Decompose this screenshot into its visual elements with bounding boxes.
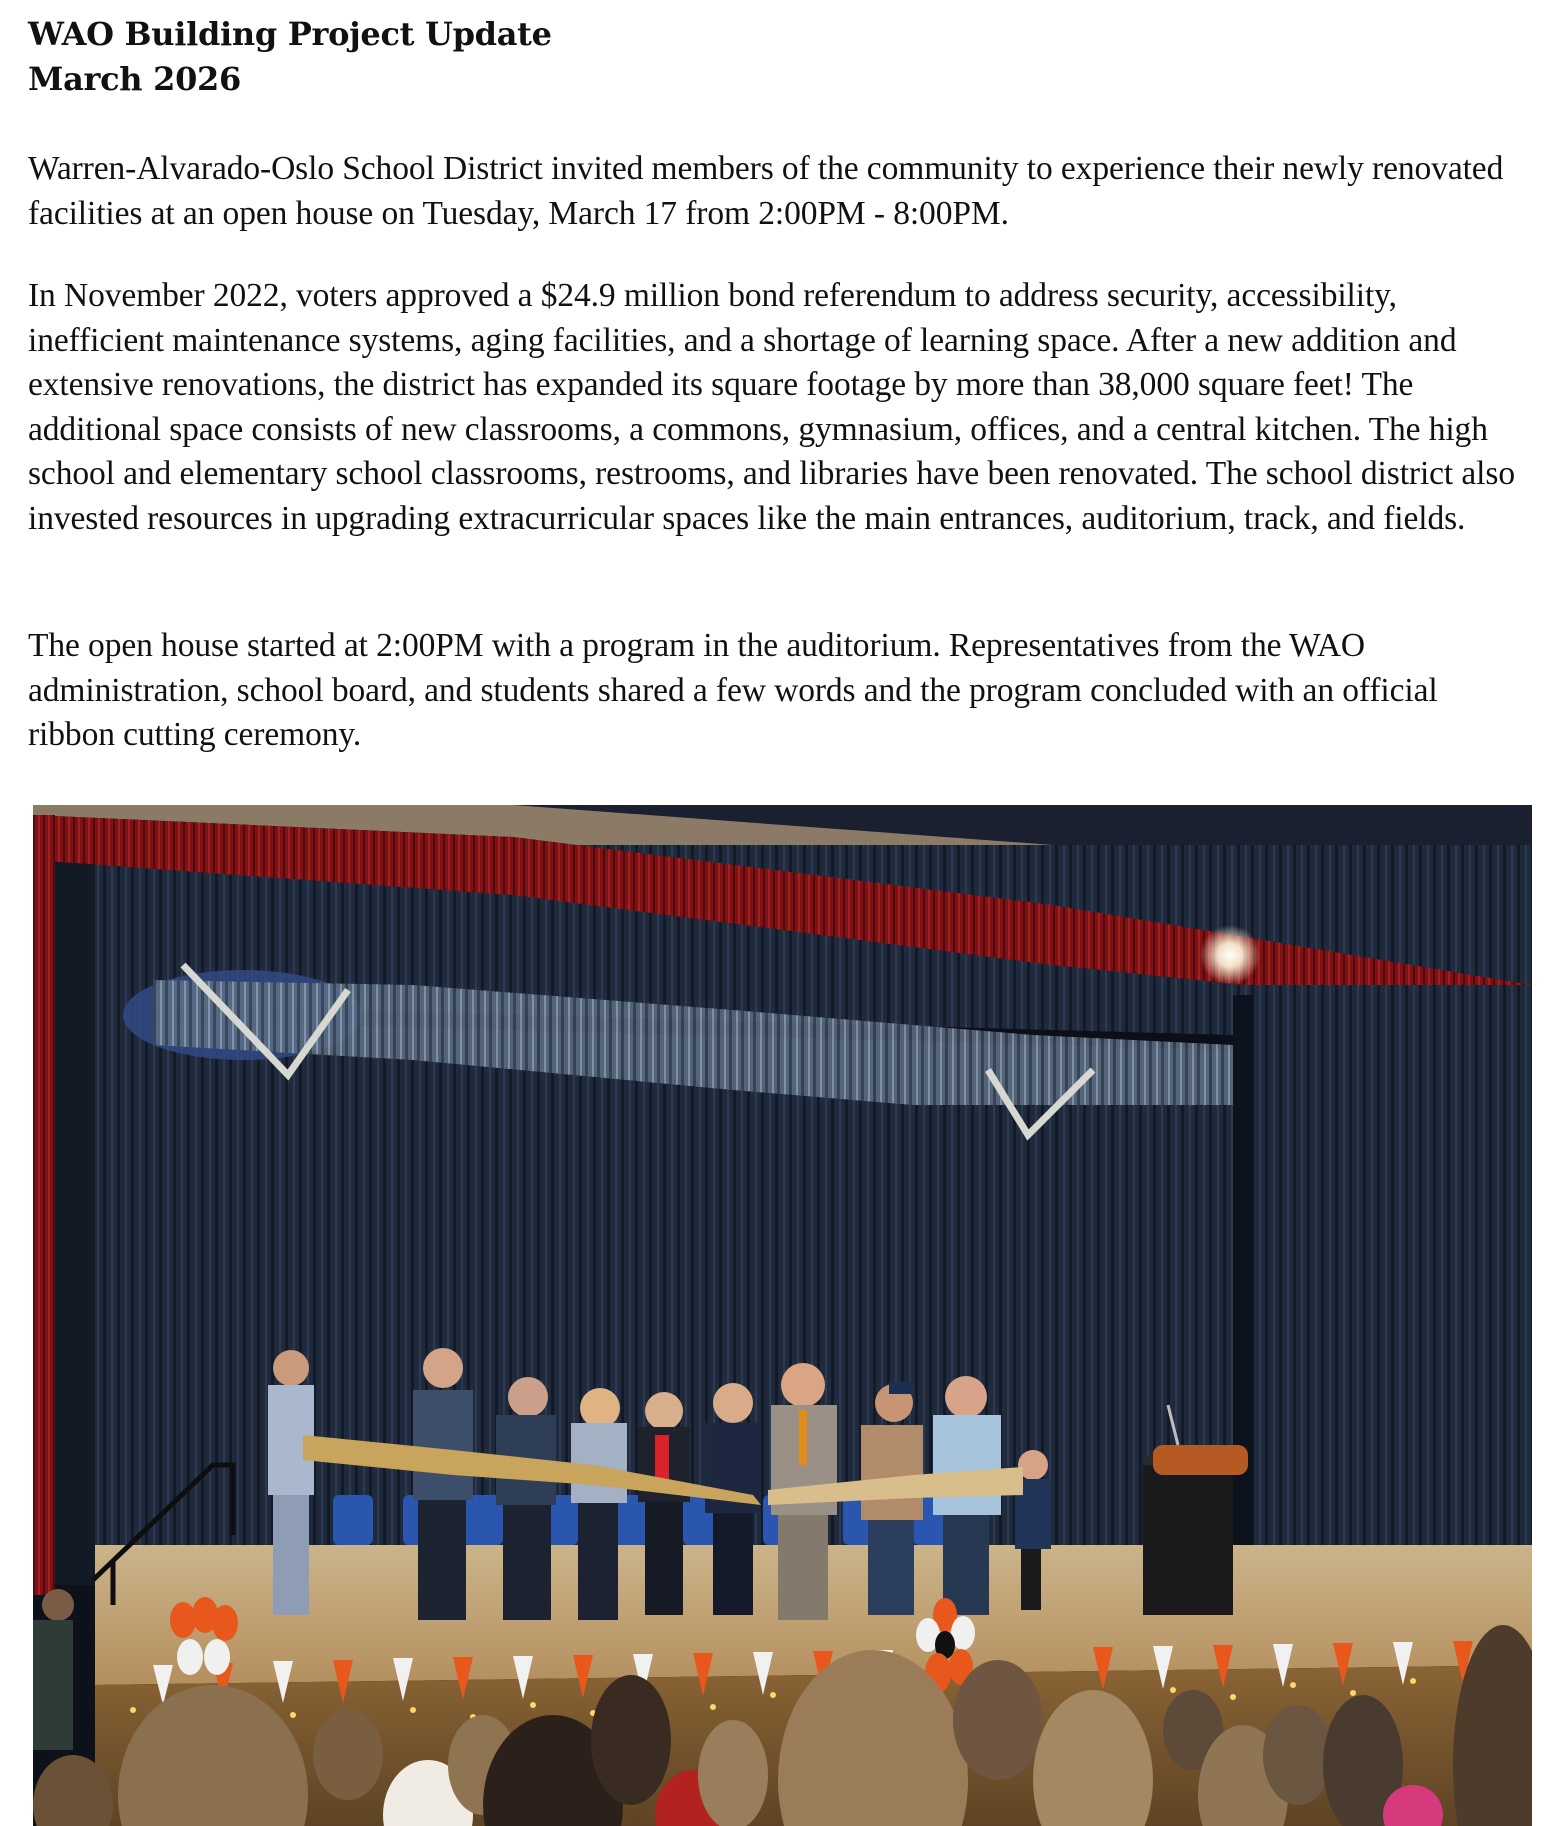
paragraph-program-ceremony: The open house started at 2:00PM with a program in the auditorium. Representatives from the WAO administration, school board, and students shared a few words and the program concluded with an official ribbon cutting ceremony. [28,627,1438,753]
stage-light [1200,925,1260,985]
paragraph-bond-referendum: In November 2022, voters approved a $24.9 million bond referendum to address security, accessibility, inefficient maintenance systems, aging facilities, and a shortage of learning space. After a new addition and extensive renovations, the district has expanded its square footage by more than 38,000 square feet! The additional space consists of new classrooms, a commons, gymnasium, offices, and a central kitchen. The high school and elementary school classrooms, restrooms, and libraries have been renovated. The school district also invested resources in upgrading extracurricular spaces like the main entrances, auditorium, track, and fields. [28,277,1515,537]
person-at-stage-left [33,1589,74,1750]
ribbon-cutting-photo-illustration [33,805,1532,1826]
red-side-curtain [33,815,55,1595]
paragraph-open-house-invite: Warren-Alvarado-Oslo School District invited members of the community to experience their newly renovated facilities at an open house on Tuesday, March 17 from 2:00PM - 8:00PM. [28,150,1504,232]
title-line-1: WAO Building Project Update [28,15,552,53]
newsletter-article [28,12,1538,753]
title-date: March 2026 [28,60,241,98]
article-title [28,12,1538,102]
ribbon-cutting-photo [33,805,1532,1826]
